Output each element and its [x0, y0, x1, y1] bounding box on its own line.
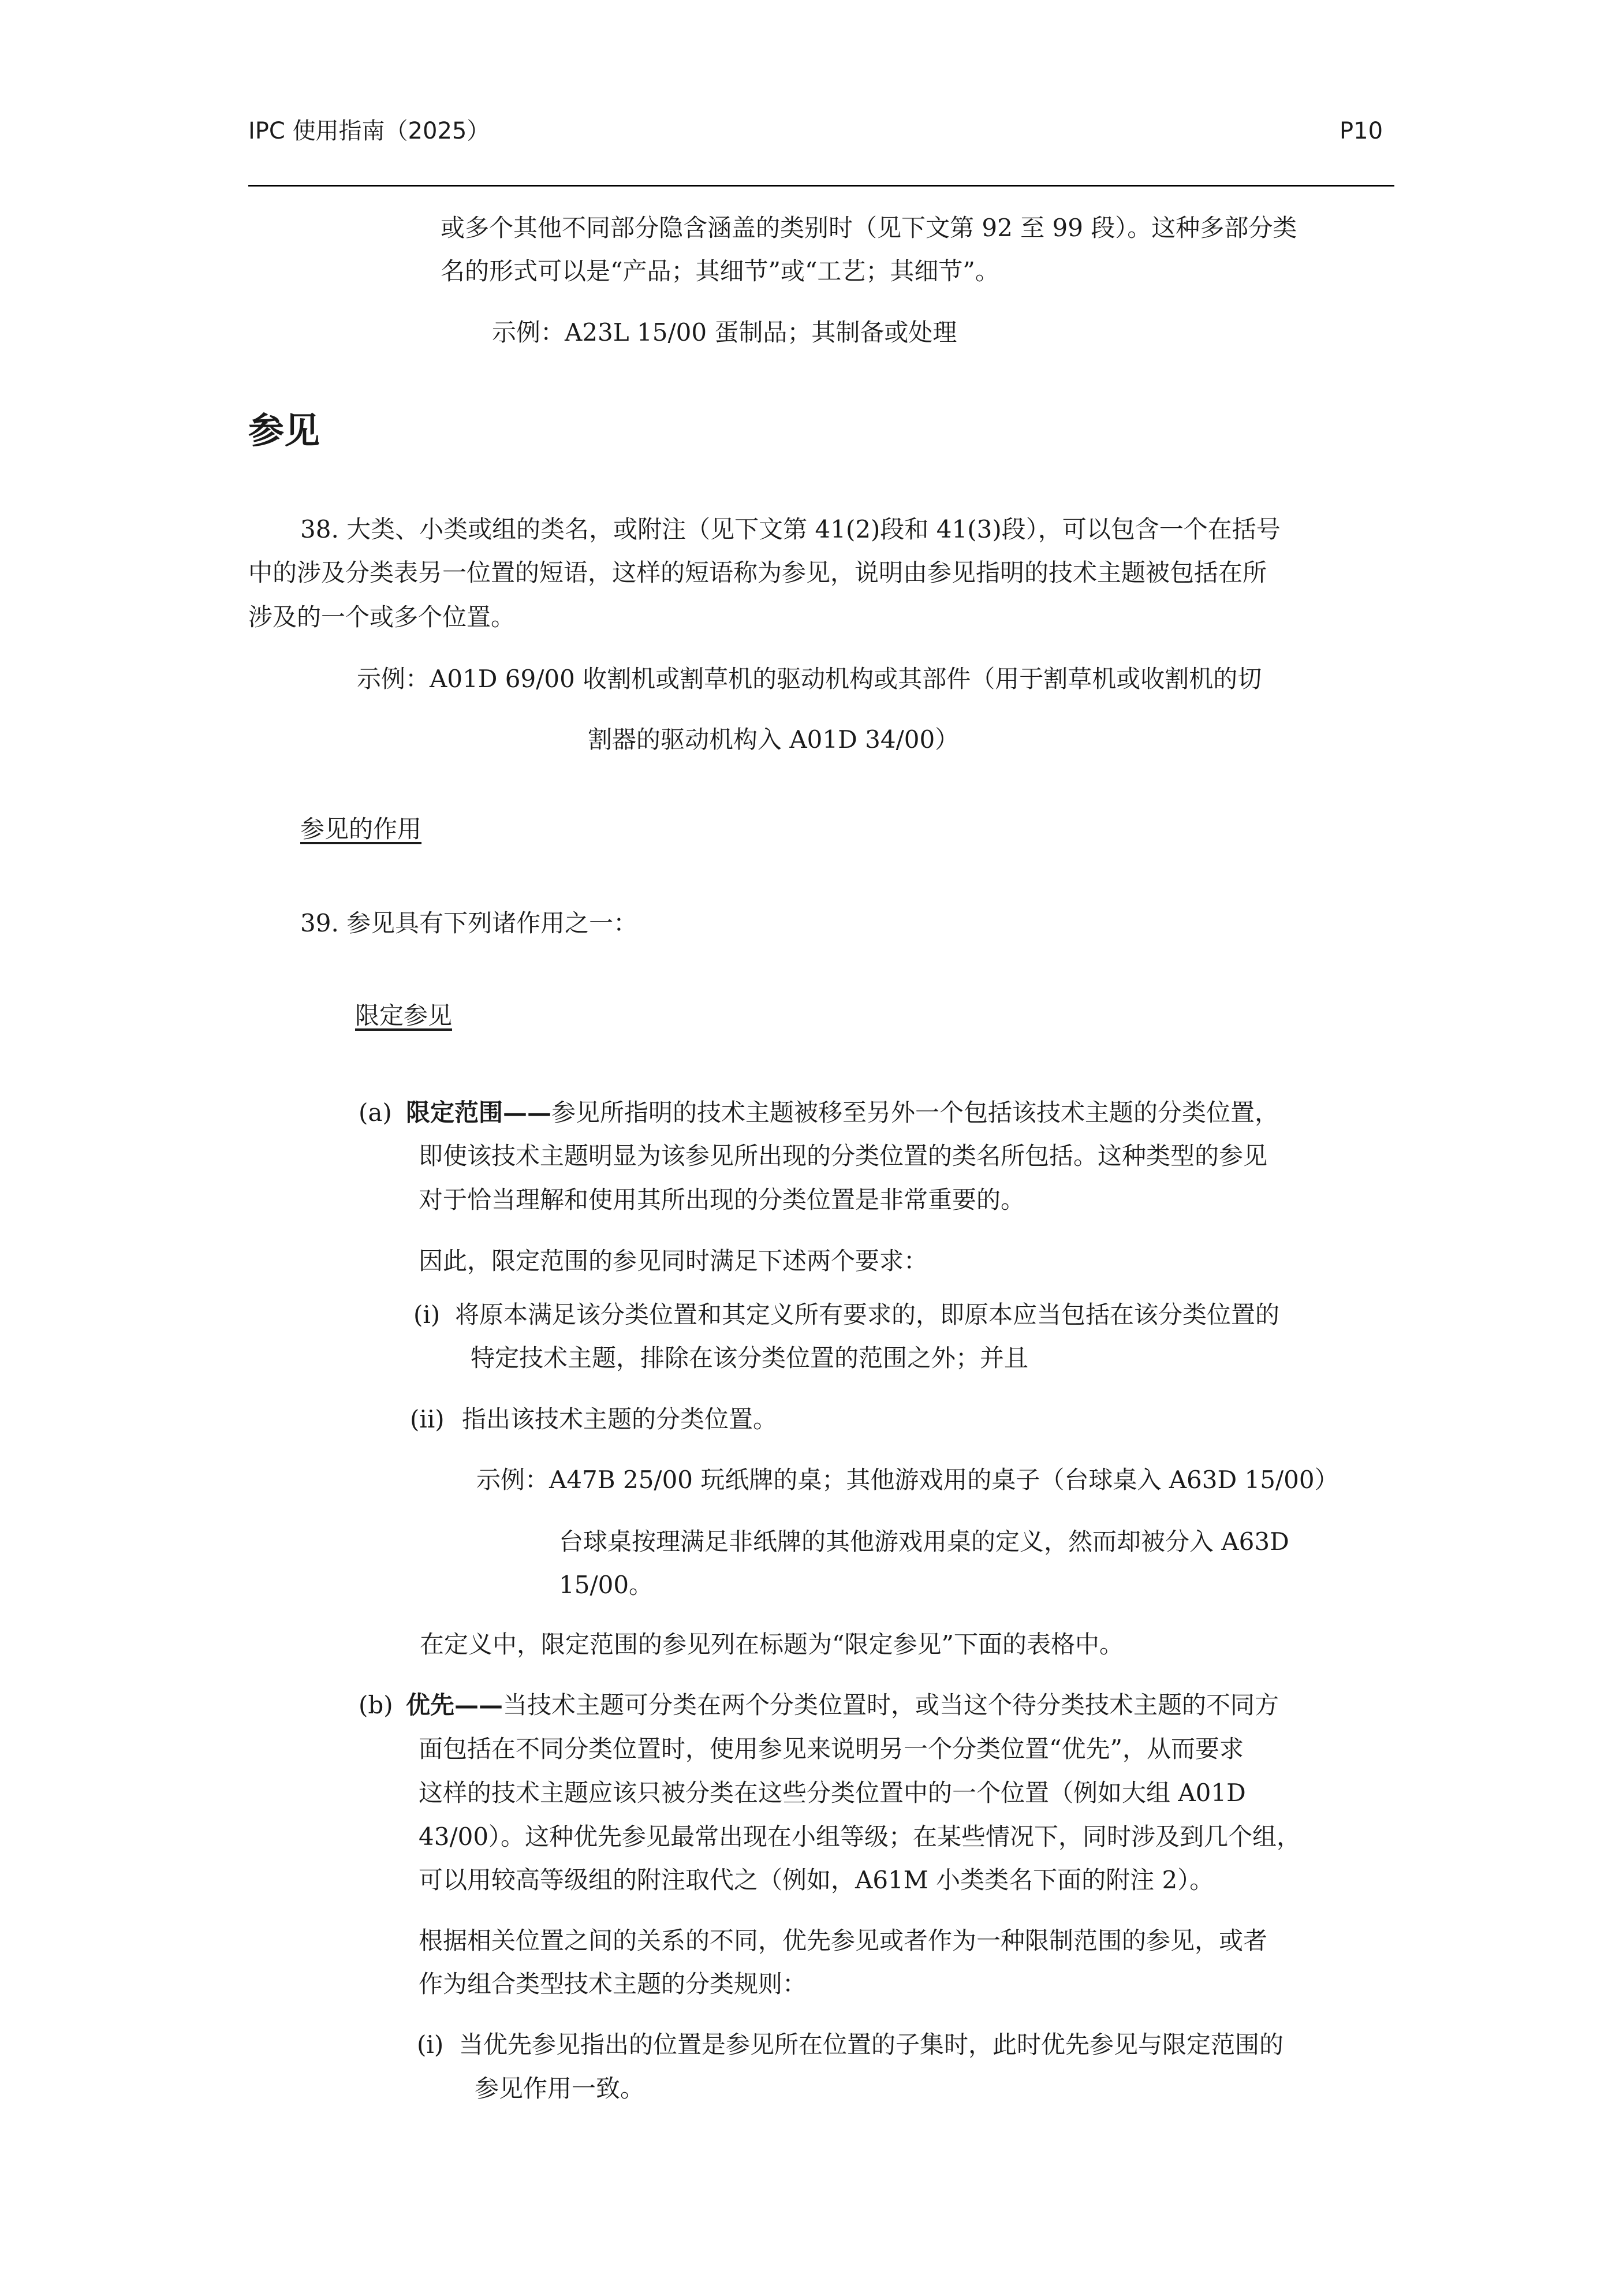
item-b-line-4: 43/00）。这种优先参见最常出现在小组等级；在某些情况下，同时涉及到几个组，: [419, 1822, 1301, 1851]
intro-line-2: 名的形式可以是“产品；其细节”或“工艺；其细节”。: [441, 257, 999, 285]
item-b-i-label: (i): [417, 2030, 444, 2059]
item-a-line-3: 对于恰当理解和使用其所出现的分类位置是非常重要的。: [419, 1186, 1025, 1214]
item-b-first-line: [406, 1693, 1279, 1717]
subheading-limiting-references: 限定参见: [355, 1001, 453, 1030]
subheading-role-of-references: 参见的作用: [300, 815, 422, 843]
item-a-i-line-2: 特定技术主题，排除在该分类位置的范围之外；并且: [471, 1344, 1029, 1372]
item-a-example-line-3: 15/00。: [559, 1571, 654, 1599]
item-a-definition: 在定义中，限定范围的参见列在标题为“限定参见”下面的表格中。: [420, 1630, 1124, 1658]
page-number: P10: [1340, 118, 1383, 144]
item-b-relation-line-2: 作为组合类型技术主题的分类规则：: [419, 1970, 807, 1998]
intro-example: 示例：A23L 15/00 蛋制品；其制备或处理: [492, 318, 957, 346]
item-b-label: (b): [359, 1691, 393, 1719]
p38-example-line-2: 割器的驱动机构入 A01D 34/00）: [588, 725, 960, 754]
item-b-term: 优先——: [406, 1691, 503, 1719]
item-b-i-line-1: 当优先参见指出的位置是参见所在位置的子集时，此时优先参见与限定范围的: [459, 2030, 1284, 2059]
item-a-therefore: 因此，限定范围的参见同时满足下述两个要求：: [419, 1247, 928, 1275]
p39-intro: 39. 参见具有下列诸作用之一：: [300, 909, 638, 937]
item-a-ii-label: (ii): [410, 1405, 445, 1433]
intro-line-1: 或多个其他不同部分隐含涵盖的类别时（见下文第 92 至 99 段）。这种多部分类: [441, 214, 1297, 242]
section-title: 参见: [248, 409, 320, 452]
p38-example-line-1: 示例：A01D 69/00 收割机或割草机的驱动机构或其部件（用于割草机或收割机的切: [357, 665, 1262, 693]
p38-line-3: 涉及的一个或多个位置。: [248, 603, 516, 631]
item-b-line-2: 面包括在不同分类位置时，使用参见来说明另一个分类位置“优先”，从而要求: [419, 1735, 1244, 1763]
item-b-line-5: 可以用较高等级组的附注取代之（例如，A61M 小类类名下面的附注 2）。: [419, 1866, 1214, 1894]
item-a-first-line: [406, 1098, 1279, 1127]
item-a-line-2: 即使该技术主题明显为该参见所出现的分类位置的类名所包括。这种类型的参见: [419, 1142, 1268, 1170]
item-b-i-line-2: 参见作用一致。: [475, 2074, 645, 2103]
running-header-title: IPC 使用指南（2025）: [248, 118, 490, 144]
item-b-line-3: 这样的技术主题应该只被分类在这些分类位置中的一个位置（例如大组 A01D: [419, 1779, 1246, 1807]
item-a-term: 限定范围——: [406, 1098, 552, 1127]
item-a-i-line-1: 将原本满足该分类位置和其定义所有要求的，即原本应当包括在该分类位置的: [455, 1300, 1280, 1329]
item-a-i-label: (i): [413, 1300, 441, 1329]
item-b-line-1: 当技术主题可分类在两个分类位置时，或当这个待分类技术主题的不同方: [503, 1691, 1279, 1719]
item-a-line-1: 参见所指明的技术主题被移至另外一个包括该技术主题的分类位置，: [551, 1098, 1279, 1127]
item-a-label: (a): [359, 1098, 392, 1127]
header-rule: [248, 185, 1394, 187]
item-a-example-line-1: 示例：A47B 25/00 玩纸牌的桌；其他游戏用的桌子（台球桌入 A63D 15/00）: [476, 1466, 1339, 1494]
p38-line-1: 38. 大类、小类或组的类名，或附注（见下文第 41(2)段和 41(3)段），可以包含一个在括号: [300, 515, 1281, 543]
item-a-example-line-2: 台球桌按理满足非纸牌的其他游戏用桌的定义，然而却被分入 A63D: [559, 1527, 1289, 1556]
item-a-ii-text: 指出该技术主题的分类位置。: [462, 1405, 778, 1433]
p38-line-2: 中的涉及分类表另一位置的短语，这样的短语称为参见，说明由参见指明的技术主题被包括在所: [248, 558, 1267, 587]
item-b-relation-line-1: 根据相关位置之间的关系的不同，优先参见或者作为一种限制范围的参见，或者: [419, 1926, 1268, 1955]
